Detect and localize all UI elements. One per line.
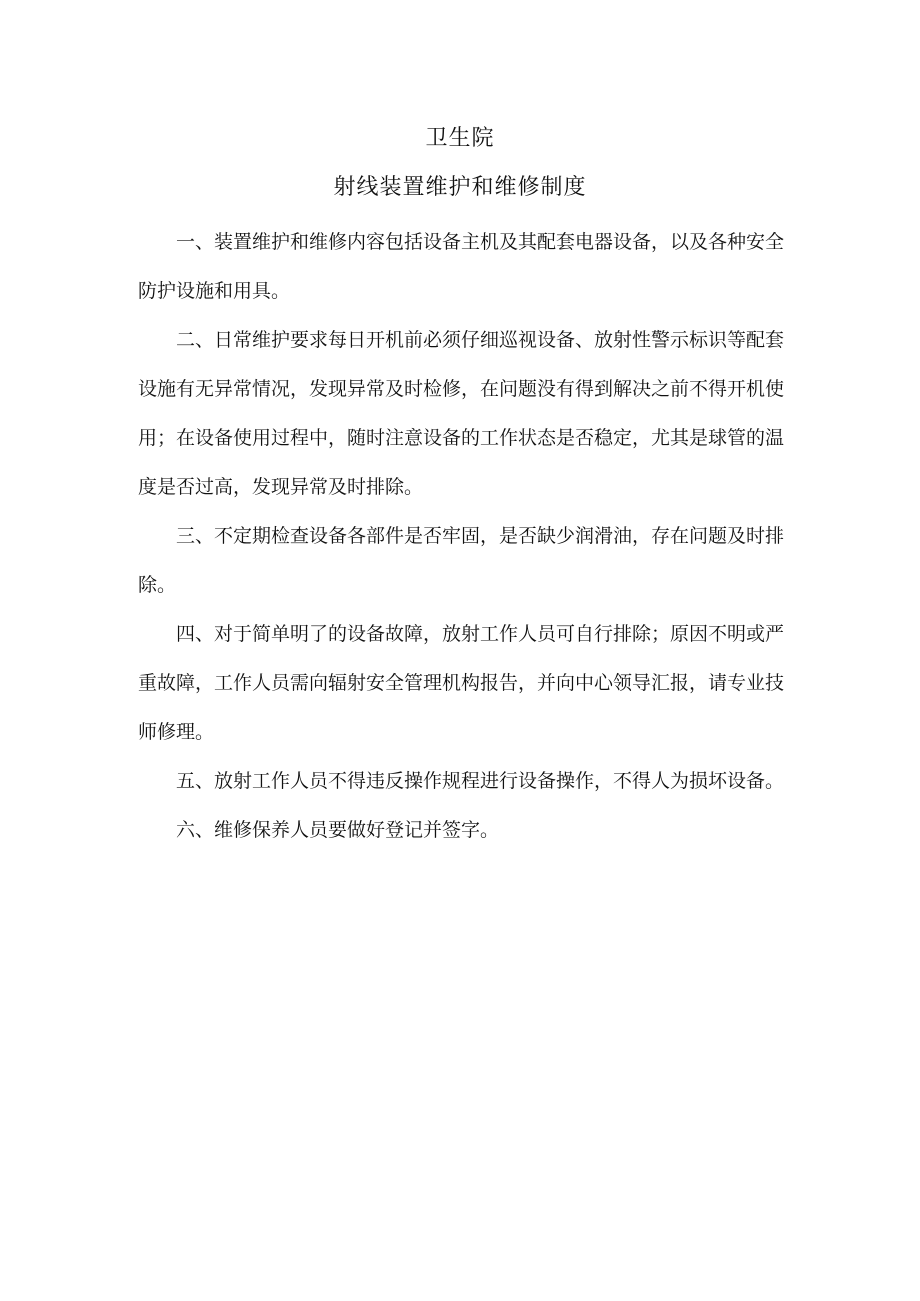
- paragraph-4: 四、对于简单明了的设备故障，放射工作人员可自行排除；原因不明或严重故障，工作人员需向辐射安全管理机构报告，并向中心领导汇报，请专业技师修理。: [138, 623, 785, 743]
- document-title: 射线装置维护和维修制度: [333, 175, 587, 200]
- paragraph-3: 三、不定期检查设备各部件是否牢固，是否缺少润滑油，存在问题及时排除。: [138, 525, 785, 596]
- paragraph-6: 六、维修保养人员要做好登记并签字。: [176, 819, 500, 841]
- document-body: [138, 218, 784, 855]
- paragraph-1: 一、装置维护和维修内容包括设备主机及其配套电器设备，以及各种安全防护设施和用具。: [138, 231, 785, 302]
- paragraph-2: 二、日常维护要求每日开机前必须仔细巡视设备、放射性警示标识等配套设施有无异常情况，发现异常及时检修，在问题没有得到解决之前不得开机使用；在设备使用过程中，随时注意设备的工作状态是否稳定，尤其是球管的温度是否过高，发现异常及时排除。: [138, 329, 785, 498]
- paragraph-5: 五、放射工作人员不得违反操作规程进行设备操作，不得人为损坏设备。: [176, 770, 785, 792]
- organization-title: 卫生院: [425, 126, 495, 151]
